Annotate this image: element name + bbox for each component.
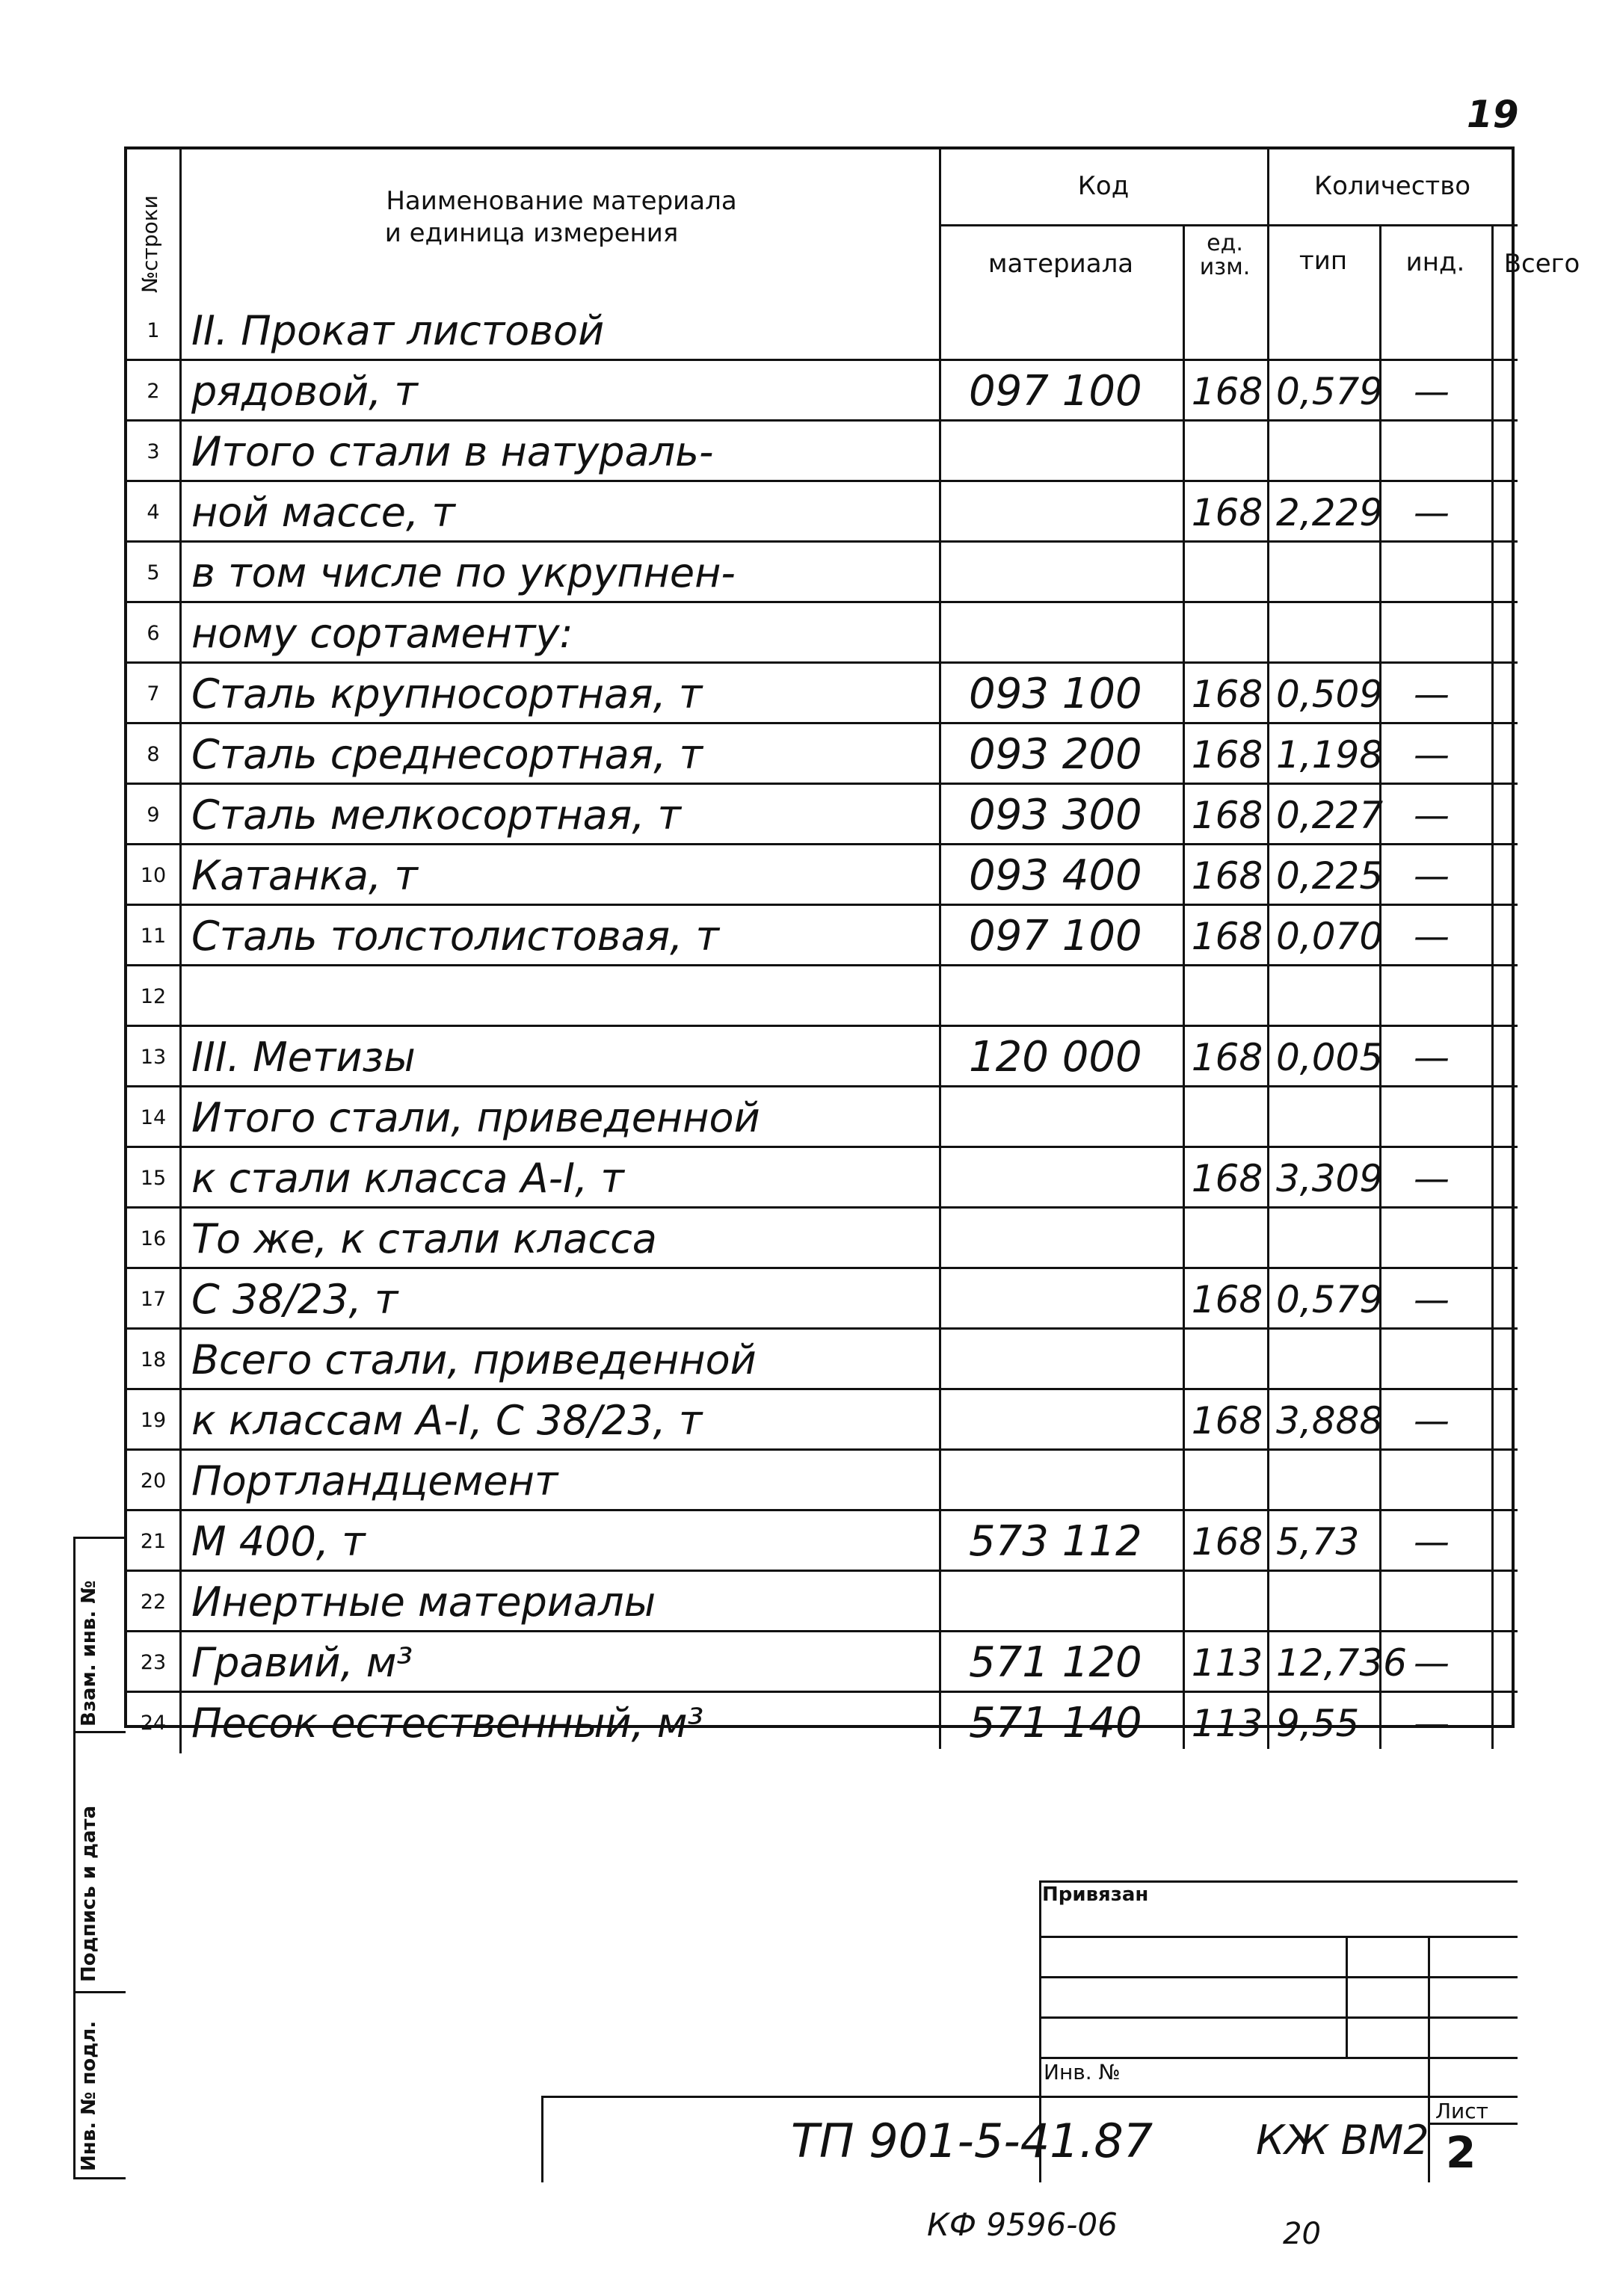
material-code — [943, 966, 1183, 1027]
quantity-type: 0,225 — [1276, 854, 1384, 898]
unit-code — [1187, 1330, 1267, 1390]
quantity-ind: — — [1414, 1399, 1450, 1442]
row-number-header: №строки — [138, 195, 162, 293]
material-name: к классам А-I, С 38/23, т — [191, 1397, 703, 1444]
unit-code: 168 — [1191, 1398, 1263, 1442]
material-code: 093 200 — [969, 730, 1142, 779]
quantity-type: 0,579 — [1276, 369, 1384, 413]
quantity-total — [1496, 1148, 1608, 1209]
name-header-line2: и единица измерения — [384, 217, 679, 248]
quantity-type: 5,73 — [1276, 1519, 1360, 1564]
quantity-type — [1272, 966, 1379, 1027]
material-name: Песок естественный, м³ — [191, 1700, 704, 1747]
sheet-number: 2 — [1446, 2127, 1476, 2178]
row-number: 19 — [140, 1409, 167, 1432]
unit-code — [1187, 603, 1267, 664]
quantity-total — [1496, 603, 1608, 664]
material-code — [943, 1451, 1183, 1511]
unit-header-line2: изм. — [1199, 253, 1251, 280]
unit-code — [1187, 1087, 1267, 1148]
quantity-type: 2,229 — [1276, 490, 1384, 534]
material-code: 097 100 — [969, 912, 1142, 960]
row-number: 7 — [147, 682, 160, 706]
unit-header — [1183, 232, 1267, 279]
row-number: 6 — [147, 622, 160, 645]
unit-code: 168 — [1191, 490, 1263, 534]
unit-code: 168 — [1191, 1519, 1263, 1564]
quantity-ind: — — [1414, 673, 1450, 715]
quantity-ind: — — [1414, 1036, 1450, 1078]
row-number: 24 — [140, 1712, 167, 1735]
table-row — [127, 1148, 1512, 1209]
quantity-total — [1496, 1269, 1608, 1330]
quantity-ind: — — [1414, 1520, 1450, 1563]
table-row — [127, 785, 1512, 845]
row-number: 18 — [140, 1348, 167, 1371]
table-row — [127, 543, 1512, 603]
material-code — [943, 1269, 1183, 1330]
table-row — [127, 300, 1512, 361]
material-code — [943, 1087, 1183, 1148]
quantity-total — [1496, 664, 1608, 724]
row-number: 1 — [147, 319, 160, 342]
inv-no-label: Инв. № — [1044, 2060, 1121, 2084]
name-header-line1: Наименование материала — [386, 186, 737, 216]
unit-code — [1187, 422, 1267, 482]
row-number: 11 — [140, 925, 167, 948]
material-name: Сталь толстолистовая, т — [191, 913, 719, 960]
table-row — [127, 966, 1512, 1027]
quantity-ind: — — [1414, 1278, 1450, 1321]
quantity-type — [1272, 1330, 1379, 1390]
row-number: 17 — [140, 1288, 167, 1311]
table-row — [127, 1511, 1512, 1572]
table-row — [127, 1632, 1512, 1693]
quantity-ind — [1384, 1451, 1491, 1511]
quantity-total — [1496, 1693, 1608, 1753]
material-name: Итого стали, приведенной — [191, 1094, 760, 1141]
quantity-ind — [1384, 603, 1491, 664]
material-code-header: материала — [988, 249, 1134, 279]
quantity-total — [1496, 845, 1608, 906]
quantity-type — [1272, 422, 1379, 482]
quantity-type — [1272, 543, 1379, 603]
material-name: Катанка, т — [191, 852, 418, 899]
material-code — [943, 300, 1183, 361]
quantity-type: 0,227 — [1276, 793, 1384, 837]
material-name: Сталь среднесортная, т — [191, 731, 703, 778]
table-row — [127, 724, 1512, 785]
quantity-ind — [1384, 1209, 1491, 1269]
material-code: 571 120 — [969, 1638, 1142, 1687]
privyazan-label: Привязан — [1042, 1883, 1149, 1906]
quantity-total — [1496, 1511, 1608, 1572]
code-header: Код — [1077, 171, 1130, 201]
quantity-ind: — — [1414, 854, 1450, 897]
quantity-ind: — — [1414, 491, 1450, 534]
unit-code — [1187, 1209, 1267, 1269]
quantity-ind: — — [1414, 794, 1450, 836]
row-number: 8 — [147, 743, 160, 766]
unit-code: 168 — [1191, 914, 1263, 958]
material-code — [943, 1330, 1183, 1390]
material-name: Всего стали, приведенной — [191, 1336, 757, 1383]
material-code: 571 140 — [969, 1699, 1142, 1747]
material-name: Сталь крупносортная, т — [191, 670, 703, 718]
quantity-ind: — — [1414, 1702, 1450, 1744]
unit-code — [1187, 1451, 1267, 1511]
table-row — [127, 664, 1512, 724]
quantity-total — [1496, 361, 1608, 422]
quantity-total — [1496, 1451, 1608, 1511]
material-code — [943, 422, 1183, 482]
material-code — [943, 543, 1183, 603]
quantity-ind — [1384, 1572, 1491, 1632]
material-name: С 38/23, т — [191, 1276, 398, 1323]
total-header: Всего — [1503, 249, 1580, 279]
quantity-total — [1496, 543, 1608, 603]
quantity-header: Количество — [1313, 171, 1471, 201]
quantity-type — [1272, 1572, 1379, 1632]
quantity-type — [1272, 603, 1379, 664]
archive-number: КФ 9596-06 — [927, 2206, 1118, 2243]
unit-code — [1187, 966, 1267, 1027]
quantity-type: 3,888 — [1276, 1398, 1384, 1442]
unit-code: 168 — [1191, 793, 1263, 837]
row-number: 9 — [147, 803, 160, 827]
unit-code: 168 — [1191, 1035, 1263, 1079]
material-name: II. Прокат листовой — [191, 307, 605, 354]
material-code — [943, 603, 1183, 664]
material-name: в том числе по укрупнен- — [191, 549, 736, 596]
material-name: Инертные материалы — [191, 1578, 656, 1626]
quantity-ind: — — [1414, 733, 1450, 776]
quantity-total — [1496, 724, 1608, 785]
table-row — [127, 1087, 1512, 1148]
row-number: 16 — [140, 1227, 167, 1250]
quantity-ind: — — [1414, 370, 1450, 413]
table-row — [127, 1027, 1512, 1087]
material-code — [943, 482, 1183, 543]
material-code — [943, 1390, 1183, 1451]
quantity-total — [1496, 966, 1608, 1027]
row-number: 12 — [140, 985, 167, 1008]
quantity-ind — [1384, 422, 1491, 482]
material-name: ной массе, т — [191, 489, 455, 536]
quantity-ind: — — [1414, 1157, 1450, 1200]
quantity-total — [1496, 1632, 1608, 1693]
quantity-total — [1496, 1027, 1608, 1087]
quantity-total — [1496, 482, 1608, 543]
material-name: ному сортаменту: — [191, 610, 573, 657]
unit-code: 113 — [1191, 1641, 1263, 1685]
table-row — [127, 1209, 1512, 1269]
quantity-total — [1496, 422, 1608, 482]
unit-code — [1187, 300, 1267, 361]
podpis-data-label: Подпись и дата — [78, 1805, 100, 1982]
quantity-type: 0,070 — [1276, 914, 1384, 958]
quantity-type: 0,005 — [1276, 1035, 1384, 1079]
table-row — [127, 603, 1512, 664]
material-code: 093 400 — [969, 851, 1142, 900]
table-row — [127, 1269, 1512, 1330]
quantity-type — [1272, 300, 1379, 361]
table-row — [127, 1693, 1512, 1753]
quantity-total — [1496, 300, 1608, 361]
quantity-ind: — — [1414, 1641, 1450, 1684]
quantity-total — [1496, 906, 1608, 966]
table-row — [127, 1390, 1512, 1451]
quantity-ind — [1384, 966, 1491, 1027]
type-header: тип — [1299, 246, 1348, 276]
quantity-ind — [1384, 1087, 1491, 1148]
quantity-type: 0,509 — [1276, 672, 1384, 716]
inv-podl-label: Инв. № подл. — [78, 2020, 100, 2171]
material-name: III. Метизы — [191, 1034, 416, 1081]
material-name: М 400, т — [191, 1518, 366, 1565]
quantity-ind — [1384, 300, 1491, 361]
ind-header: инд. — [1405, 247, 1465, 277]
material-code: 573 112 — [969, 1517, 1142, 1566]
unit-code: 168 — [1191, 732, 1263, 777]
material-code: 093 100 — [969, 670, 1142, 718]
table-row — [127, 422, 1512, 482]
row-number: 23 — [140, 1651, 167, 1674]
quantity-type — [1272, 1451, 1379, 1511]
row-number: 2 — [147, 380, 160, 403]
quantity-type: 12,736 — [1276, 1641, 1407, 1685]
row-number: 21 — [140, 1530, 167, 1553]
table-row — [127, 361, 1512, 422]
material-code: 097 100 — [969, 367, 1142, 416]
quantity-type: 9,55 — [1276, 1701, 1360, 1745]
quantity-type: 0,579 — [1276, 1277, 1384, 1321]
unit-code: 113 — [1191, 1701, 1263, 1745]
row-number: 10 — [140, 864, 167, 887]
material-name — [184, 966, 939, 1027]
document-mark: КЖ ВМ2 — [1256, 2117, 1429, 2164]
quantity-type — [1272, 1087, 1379, 1148]
quantity-ind — [1384, 1330, 1491, 1390]
quantity-total — [1496, 1572, 1608, 1632]
row-number: 4 — [147, 501, 160, 524]
unit-code: 168 — [1191, 1277, 1263, 1321]
unit-code: 168 — [1191, 854, 1263, 898]
material-name: к стали класса А-I, т — [191, 1155, 624, 1202]
row-number: 3 — [147, 440, 160, 463]
row-number: 14 — [140, 1106, 167, 1129]
row-number: 15 — [140, 1167, 167, 1190]
material-name: Портландцемент — [191, 1457, 558, 1505]
table-row — [127, 1451, 1512, 1511]
material-name: Сталь мелкосортная, т — [191, 791, 682, 839]
table-body — [127, 300, 1512, 1758]
material-name: рядовой, т — [191, 368, 418, 415]
unit-code: 168 — [1191, 1156, 1263, 1200]
unit-code — [1187, 543, 1267, 603]
material-code — [943, 1572, 1183, 1632]
name-header — [184, 185, 939, 249]
vzam-inv-label: Взам. инв. № — [78, 1580, 100, 1726]
table-row — [127, 1330, 1512, 1390]
unit-code: 168 — [1191, 369, 1263, 413]
material-name: Гравий, м³ — [191, 1639, 413, 1686]
quantity-total — [1496, 1087, 1608, 1148]
quantity-type — [1272, 1209, 1379, 1269]
table-row — [127, 482, 1512, 543]
unit-code — [1187, 1572, 1267, 1632]
quantity-type: 1,198 — [1276, 732, 1384, 777]
quantity-total — [1496, 785, 1608, 845]
unit-code: 168 — [1191, 672, 1263, 716]
row-number: 13 — [140, 1046, 167, 1069]
page-number: 19 — [1467, 93, 1519, 136]
quantity-ind — [1384, 543, 1491, 603]
sheet-label: Лист — [1435, 2099, 1488, 2123]
footer-page: 20 — [1283, 2217, 1321, 2251]
table-row — [127, 1572, 1512, 1632]
table-row — [127, 845, 1512, 906]
quantity-total — [1496, 1209, 1608, 1269]
material-code — [943, 1209, 1183, 1269]
quantity-ind: — — [1414, 915, 1450, 957]
table-row — [127, 906, 1512, 966]
row-number: 22 — [140, 1590, 167, 1614]
material-code: 093 300 — [969, 791, 1142, 839]
document-code: ТП 901-5-41.87 — [791, 2114, 1153, 2168]
material-name: Итого стали в натураль- — [191, 428, 714, 475]
quantity-total — [1496, 1330, 1608, 1390]
material-name: То же, к стали класса — [191, 1215, 657, 1262]
quantity-type: 3,309 — [1276, 1156, 1384, 1200]
row-number: 5 — [147, 561, 160, 584]
unit-header-line1: ед. — [1207, 230, 1243, 256]
row-number: 20 — [140, 1469, 167, 1493]
material-code — [943, 1148, 1183, 1209]
materials-table — [124, 146, 1580, 2178]
quantity-total — [1496, 1390, 1608, 1451]
material-code: 120 000 — [969, 1033, 1142, 1081]
